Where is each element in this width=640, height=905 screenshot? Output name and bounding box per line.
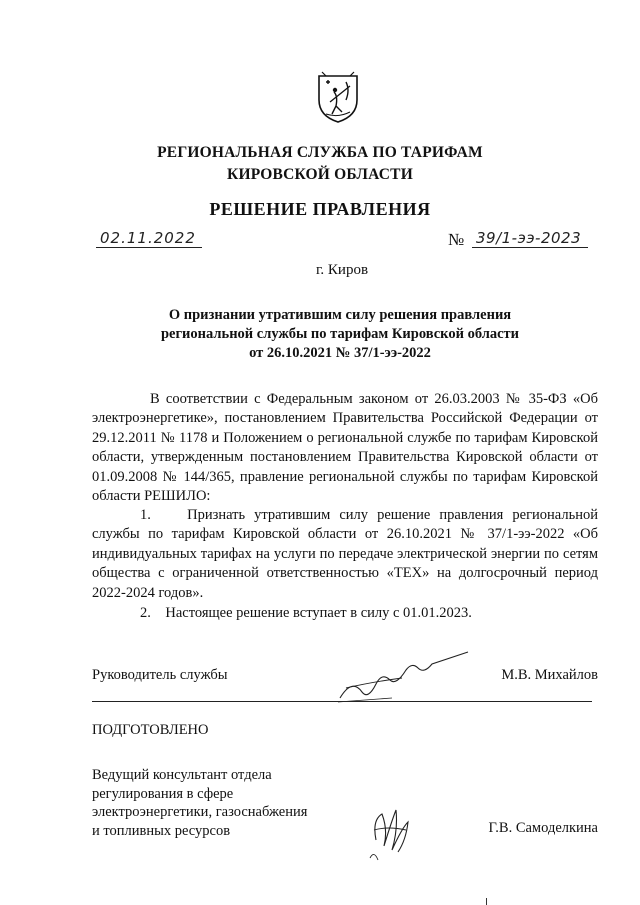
body-paragraph-item-1: 1. Признать утратившим силу решение правления региональной службы по тарифам Кировской области от 26.10.2021 № 37/1-ээ-2022 «Об индивидуальных тарифах на услуги по передаче электрической энергии по сетям общества с ограниченной ответственностью «ТЕХ» на долгосрочный период 2022-2024 годов». bbox=[92, 507, 598, 601]
head-title: Руководитель службы bbox=[92, 667, 228, 683]
document-type: РЕШЕНИЕ ПРАВЛЕНИЯ bbox=[209, 199, 431, 219]
page-edge-mark bbox=[486, 898, 487, 905]
org-line-1: РЕГИОНАЛЬНАЯ СЛУЖБА ПО ТАРИФАМ bbox=[157, 144, 483, 161]
subject-line-2: региональной службы по тарифам Кировской области bbox=[160, 326, 520, 342]
document-date: 02.11.2022 bbox=[96, 229, 202, 248]
kirov-coat-of-arms-icon bbox=[316, 70, 360, 124]
number-label: № bbox=[448, 230, 465, 249]
consultant-signature-icon bbox=[362, 800, 416, 864]
consultant-line-3: электроэнергетики, газоснабжения bbox=[92, 804, 308, 820]
consultant-line-1: Ведущий консультант отдела bbox=[92, 767, 272, 783]
subject-line-3: от 26.10.2021 № 37/1-ээ-2022 bbox=[249, 345, 431, 361]
org-line-2: КИРОВСКОЙ ОБЛАСТИ bbox=[227, 166, 413, 183]
city: г. Киров bbox=[315, 262, 369, 278]
consultant-name: Г.В. Самоделкина bbox=[488, 820, 598, 836]
head-name: М.В. Михайлов bbox=[501, 667, 598, 683]
consultant-line-4: и топливных ресурсов bbox=[92, 822, 231, 839]
organization-name bbox=[0, 142, 640, 186]
body-paragraph-item-2: 2. Настоящее решение вступает в силу с 01.01.2023. bbox=[140, 605, 472, 621]
document-subject bbox=[20, 306, 640, 363]
consultant-title bbox=[92, 766, 352, 840]
prepared-label: ПОДГОТОВЛЕНО bbox=[92, 722, 209, 738]
head-signature-icon bbox=[332, 648, 472, 706]
document-number: 39/1-ээ-2023 bbox=[472, 229, 588, 248]
body-paragraph-preamble: В соответствии с Федеральным законом от 26.03.2003 № 35-ФЗ «Об электроэнергетике», постановлением Правительства Российской Федерации от 29.12.2011 № 1178 и Положением о региональной службе по тарифам Кировской области, утвержденным постановлением Правительства Кировской области от 01.09.2008 № 144/365, правление региональной службы по тарифам Кировской области РЕШИЛО: bbox=[92, 391, 598, 505]
consultant-line-2: регулирования в сфере bbox=[92, 785, 234, 802]
signature-divider bbox=[92, 701, 592, 702]
subject-line-1: О признании утратившим силу решения правления bbox=[168, 307, 512, 323]
